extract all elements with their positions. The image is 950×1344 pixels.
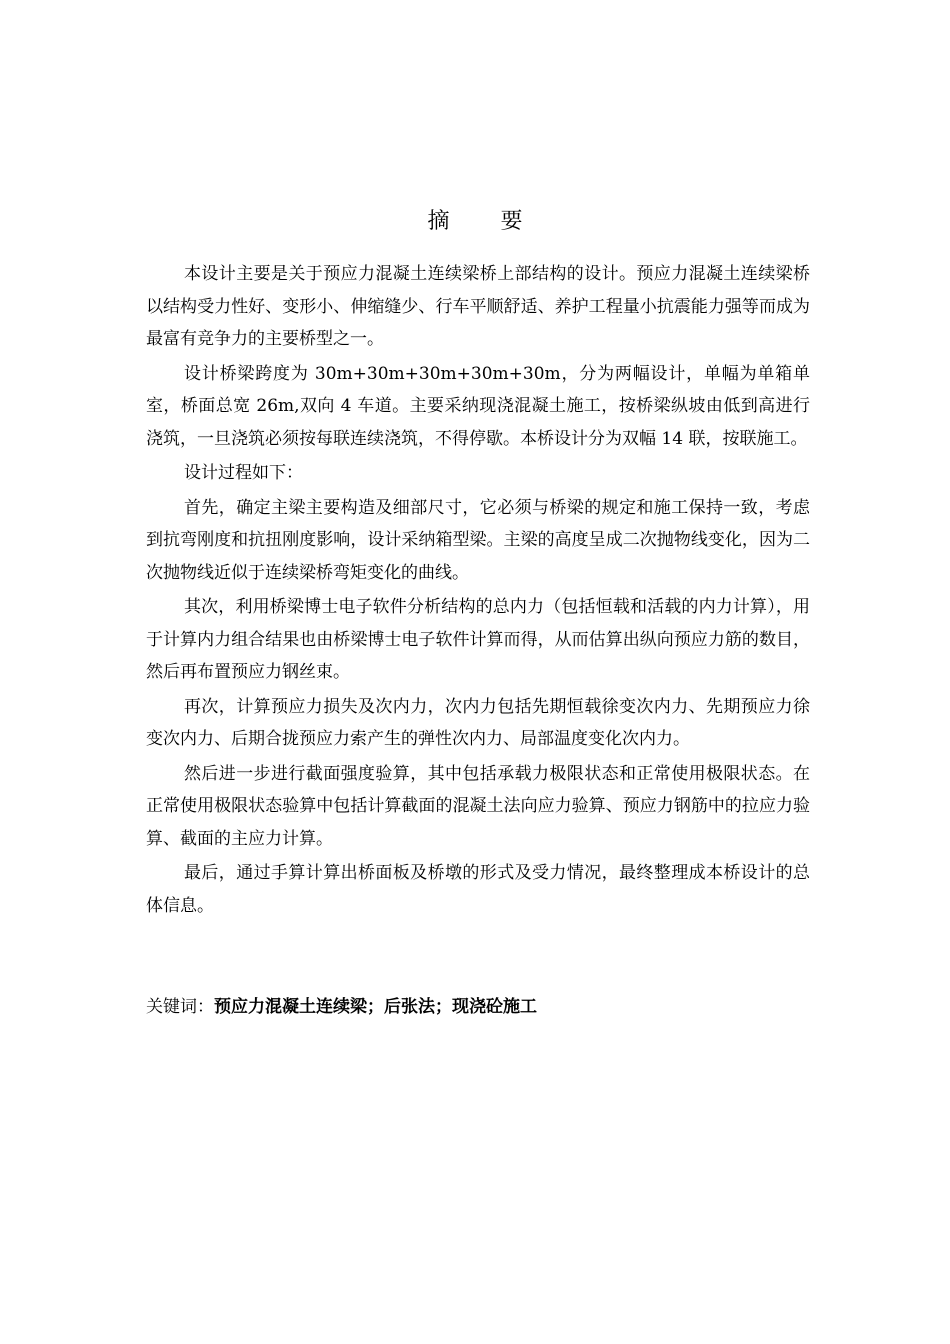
paragraph: 然后进一步进行截面强度验算，其中包括承载力极限状态和正常使用极限状态。在正常使用极限状态验算中包括计算截面的混凝土法向应力验算、预应力钢筋中的拉应力验算、截面的主应力计算。: [146, 763, 810, 849]
paragraph: 本设计主要是关于预应力混凝土连续梁桥上部结构的设计。预应力混凝土连续梁桥以结构受力性好、变形小、伸缩缝少、行车平顺舒适、养护工程量小抗震能力强等而成为最富有竞争力的主要桥型之一。: [146, 264, 810, 349]
keywords-line: [146, 992, 810, 1022]
paragraph: 其次，利用桥梁博士电子软件分析结构的总内力（包括恒载和活载的内力计算），用于计算内力组合结果也由桥梁博士电子软件计算而得，从而估算出纵向预应力筋的数目，然后再布置预应力钢丝束。: [146, 597, 810, 682]
abstract-body: [146, 258, 810, 924]
keywords-values: 预应力混凝土连续梁；后张法；现浇砼施工: [214, 997, 537, 1017]
paragraph: 设计过程如下：: [184, 463, 303, 483]
abstract-title: 摘 要: [427, 209, 545, 234]
paragraph: 再次，计算预应力损失及次内力，次内力包括先期恒载徐变次内力、先期预应力徐变次内力、后期合拢预应力索产生的弹性次内力、局部温度变化次内力。: [146, 696, 810, 749]
keywords-label: 关键词：: [146, 997, 214, 1017]
paragraph: 最后，通过手算计算出桥面板及桥墩的形式及受力情况，最终整理成本桥设计的总体信息。: [146, 863, 810, 916]
paragraph: 首先，确定主梁主要构造及细部尺寸，它必须与桥梁的规定和施工保持一致，考虑到抗弯刚度和抗扭刚度影响，设计采纳箱型梁。主梁的高度呈成二次抛物线变化，因为二次抛物线近似于连续梁桥弯矩变化的曲线。: [146, 497, 810, 583]
paragraph: 设计桥梁跨度为 30m+30m+30m+30m+30m，分为两幅设计，单幅为单箱单室，桥面总宽 26m,双向 4 车道。主要采纳现浇混凝土施工，按桥梁纵坡由低到高进行浇筑，一旦浇筑必须按每联连续浇筑，不得停歇。本桥设计分为双幅 14 联，按联施工。: [146, 363, 810, 449]
